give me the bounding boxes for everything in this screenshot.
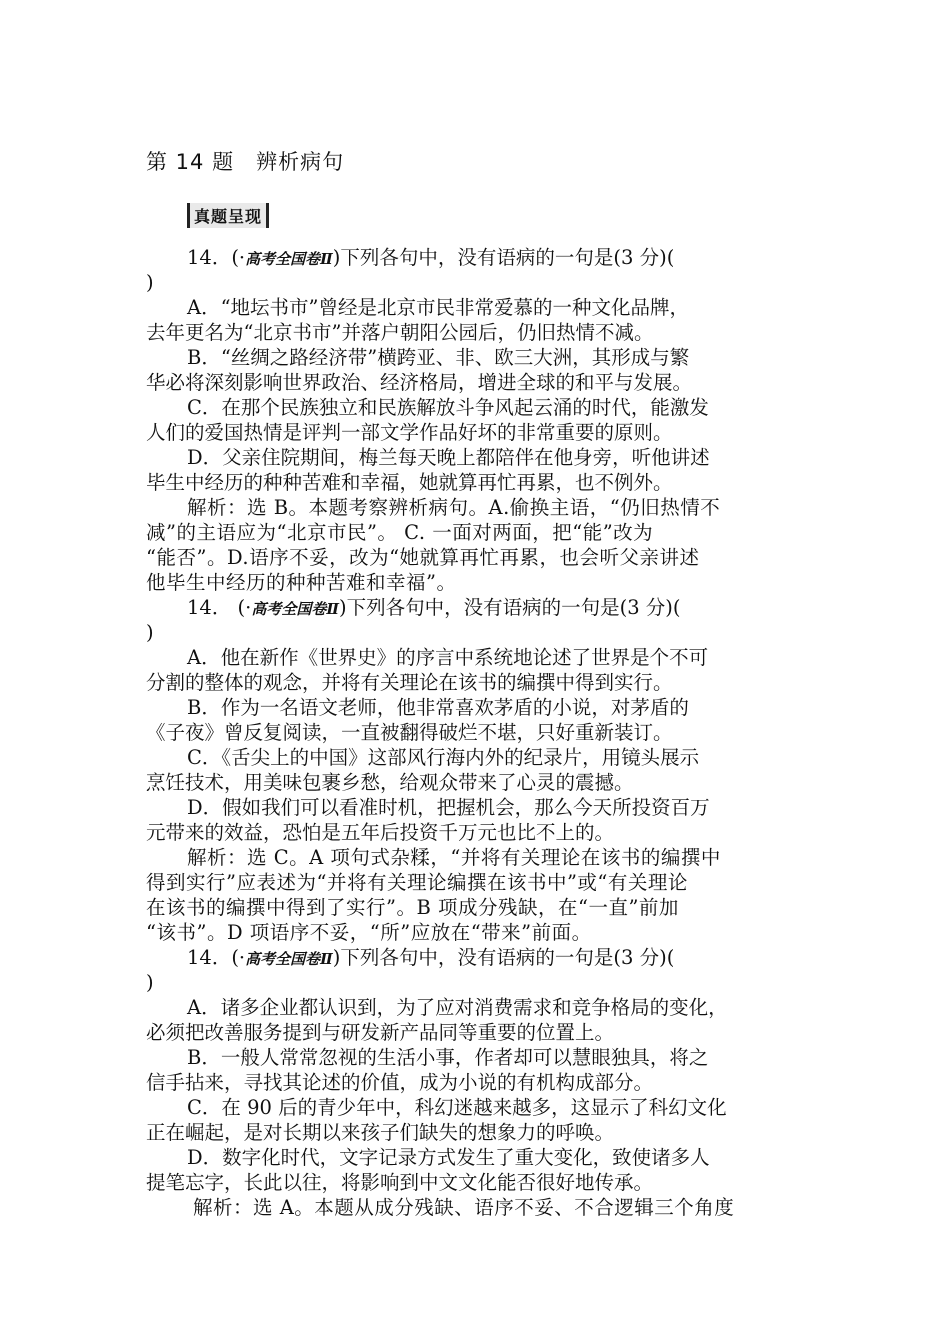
question-stem: 14． (·高考全国卷Ⅱ)下列各句中，没有语病的一句是(3 分)( — [187, 596, 681, 619]
option-c: C．在 90 后的青少年中，科幻迷越来越多，这显示了科幻文化 — [187, 1096, 727, 1119]
option-a: A．诸多企业都认识到，为了应对消费需求和竞争格局的变化， — [187, 996, 728, 1019]
exam-source: 高考全国卷Ⅱ — [245, 250, 333, 268]
explanation: 解析：选 C。A 项句式杂糅，“并将有关理论在该书的编撰中 — [187, 846, 721, 869]
question-block — [146, 595, 814, 945]
option-b: B．一般人常常忽视的生活小事，作者却可以慧眼独具，将之 — [187, 1046, 709, 1069]
option-d: D．父亲住院期间，梅兰每天晚上都陪伴在他身旁，听他讲述 — [187, 446, 710, 469]
explanation-cont: 得到实行”应表述为“并将有关理论编撰在该书中”或“有关理论 — [146, 871, 688, 894]
question-stem: 14．(·高考全国卷Ⅱ)下列各句中，没有语病的一句是(3 分)( — [187, 246, 675, 269]
question-block — [146, 945, 814, 1220]
question-stem-close: ) — [146, 621, 154, 644]
option-a-cont: 去年更名为“北京书市”并落户朝阳公园后，仍旧热情不减。 — [146, 321, 654, 344]
explanation-cont: “该书”。D 项语序不妥，“所”应放在“带来”前面。 — [146, 921, 592, 944]
question-block — [146, 245, 814, 595]
page-title: 第 14 题 辨析病句 — [146, 150, 345, 174]
option-d-cont: 提笔忘字，长此以往，将影响到中文文化能否很好地传承。 — [146, 1171, 654, 1194]
option-a: A．“地坛书市”曾经是北京市民非常爱慕的一种文化品牌， — [187, 296, 690, 319]
option-a-cont: 分割的整体的观念，并将有关理论在该书的编撰中得到实行。 — [146, 671, 673, 694]
option-d: D．假如我们可以看准时机，把握机会，那么今天所投资百万 — [187, 796, 710, 819]
explanation-cont: 他毕生中经历的种种苦难和幸福”。 — [146, 571, 457, 594]
option-c-cont: 烹饪技术，用美味包裹乡愁，给观众带来了心灵的震撼。 — [146, 771, 634, 794]
option-b-cont: 《子夜》曾反复阅读，一直被翻得破烂不堪，只好重新装订。 — [146, 721, 673, 744]
section-label: 真题呈现 — [187, 203, 269, 228]
explanation-cont: 在该书的编撰中得到了实行”。B 项成分残缺，在“一直”前加 — [146, 896, 679, 919]
document-body — [146, 245, 814, 1220]
option-d: D．数字化时代，文字记录方式发生了重大变化，致使诸多人 — [187, 1146, 710, 1169]
option-c-cont: 人们的爱国热情是评判一部文学作品好坏的非常重要的原则。 — [146, 421, 673, 444]
option-a-cont: 必须把改善服务提到与研发新产品同等重要的位置上。 — [146, 1021, 615, 1044]
question-stem-close: ) — [146, 971, 154, 994]
option-b: B．“丝绸之路经济带”横跨亚、非、欧三大洲，其形成与繁 — [187, 346, 690, 369]
explanation-cont: “能否”。D.语序不妥，改为“她就算再忙再累，也会听父亲讲述 — [146, 546, 700, 569]
explanation-cont: 减”的主语应为“北京市民”。 C. 一面对两面，把“能”改为 — [146, 521, 654, 544]
explanation: 解析：选 B。本题考察辨析病句。A.偷换主语，“仍旧热情不 — [187, 496, 721, 519]
exam-source: 高考全国卷Ⅱ — [245, 950, 333, 968]
option-d-cont: 元带来的效益，恐怕是五年后投资千万元也比不上的。 — [146, 821, 615, 844]
option-c: C．《舌尖上的中国》这部风行海内外的纪录片，用镜头展示 — [187, 746, 700, 769]
option-c-cont: 正在崛起，是对长期以来孩子们缺失的想象力的呼唤。 — [146, 1121, 615, 1144]
option-b-cont: 信手拈来，寻找其论述的价值，成为小说的有机构成部分。 — [146, 1071, 654, 1094]
option-b-cont: 华必将深刻影响世界政治、经济格局，增进全球的和平与发展。 — [146, 371, 693, 394]
question-stem: 14．(·高考全国卷Ⅱ)下列各句中，没有语病的一句是(3 分)( — [187, 946, 675, 969]
exam-source: 高考全国卷Ⅱ — [251, 600, 339, 618]
explanation: 解析：选 A。本题从成分残缺、语序不妥、不合逻辑三个角度 — [193, 1196, 735, 1219]
question-stem-close: ) — [146, 271, 154, 294]
option-b: B．作为一名语文老师，他非常喜欢茅盾的小说，对茅盾的 — [187, 696, 689, 719]
option-a: A．他在新作《世界史》的序言中系统地论述了世界是个不可 — [187, 646, 709, 669]
option-d-cont: 毕生中经历的种种苦难和幸福，她就算再忙再累，也不例外。 — [146, 471, 673, 494]
option-c: C．在那个民族独立和民族解放斗争风起云涌的时代，能激发 — [187, 396, 709, 419]
